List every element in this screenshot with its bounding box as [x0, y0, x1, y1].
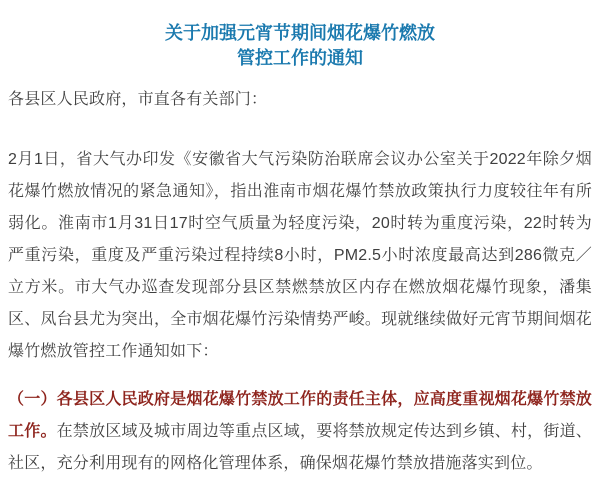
notice-page	[0, 21, 600, 480]
item-1-emphasized-sentence: （一）各县区人民政府是烟花爆竹禁放工作的责任主体，应高度重视烟花爆竹禁放工作。	[8, 391, 592, 440]
lead-paragraph: 2月1日，省大气办印发《安徽省大气污染防治联席会议办公室关于2022年除夕烟花爆竹燃放情况的紧急通知》，指出淮南市烟花爆竹禁放政策执行力度较往年有所弱化。淮南市1月31日17时空气质量为轻度污染，20时转为重度污染，22时转为严重污染，重度及严重污染过程持续8小时，PM2.5小时浓度最高达到286微克／立方米。市大气办巡查发现部分县区禁燃禁放区内存在燃放烟花爆竹现象，潘集区、凤台县尤为突出，全市烟花爆竹污染情势严峻。现就继续做好元宵节期间烟花爆竹燃放管控工作通知如下：	[8, 151, 592, 360]
item-1-paragraph	[8, 384, 592, 480]
notice-title-line-1: 关于加强元宵节期间烟花爆竹燃放	[165, 23, 435, 43]
notice-title	[8, 21, 592, 71]
item-1-body-text: 在禁放区域及城市周边等重点区域，要将禁放规定传达到乡镇、村，街道、社区，充分利用现有的网格化管理体系，确保烟花爆竹禁放措施落实到位。	[8, 423, 592, 472]
notice-title-line-2: 管控工作的通知	[237, 48, 363, 68]
salutation: 各县区人民政府，市直各有关部门：	[8, 91, 268, 108]
